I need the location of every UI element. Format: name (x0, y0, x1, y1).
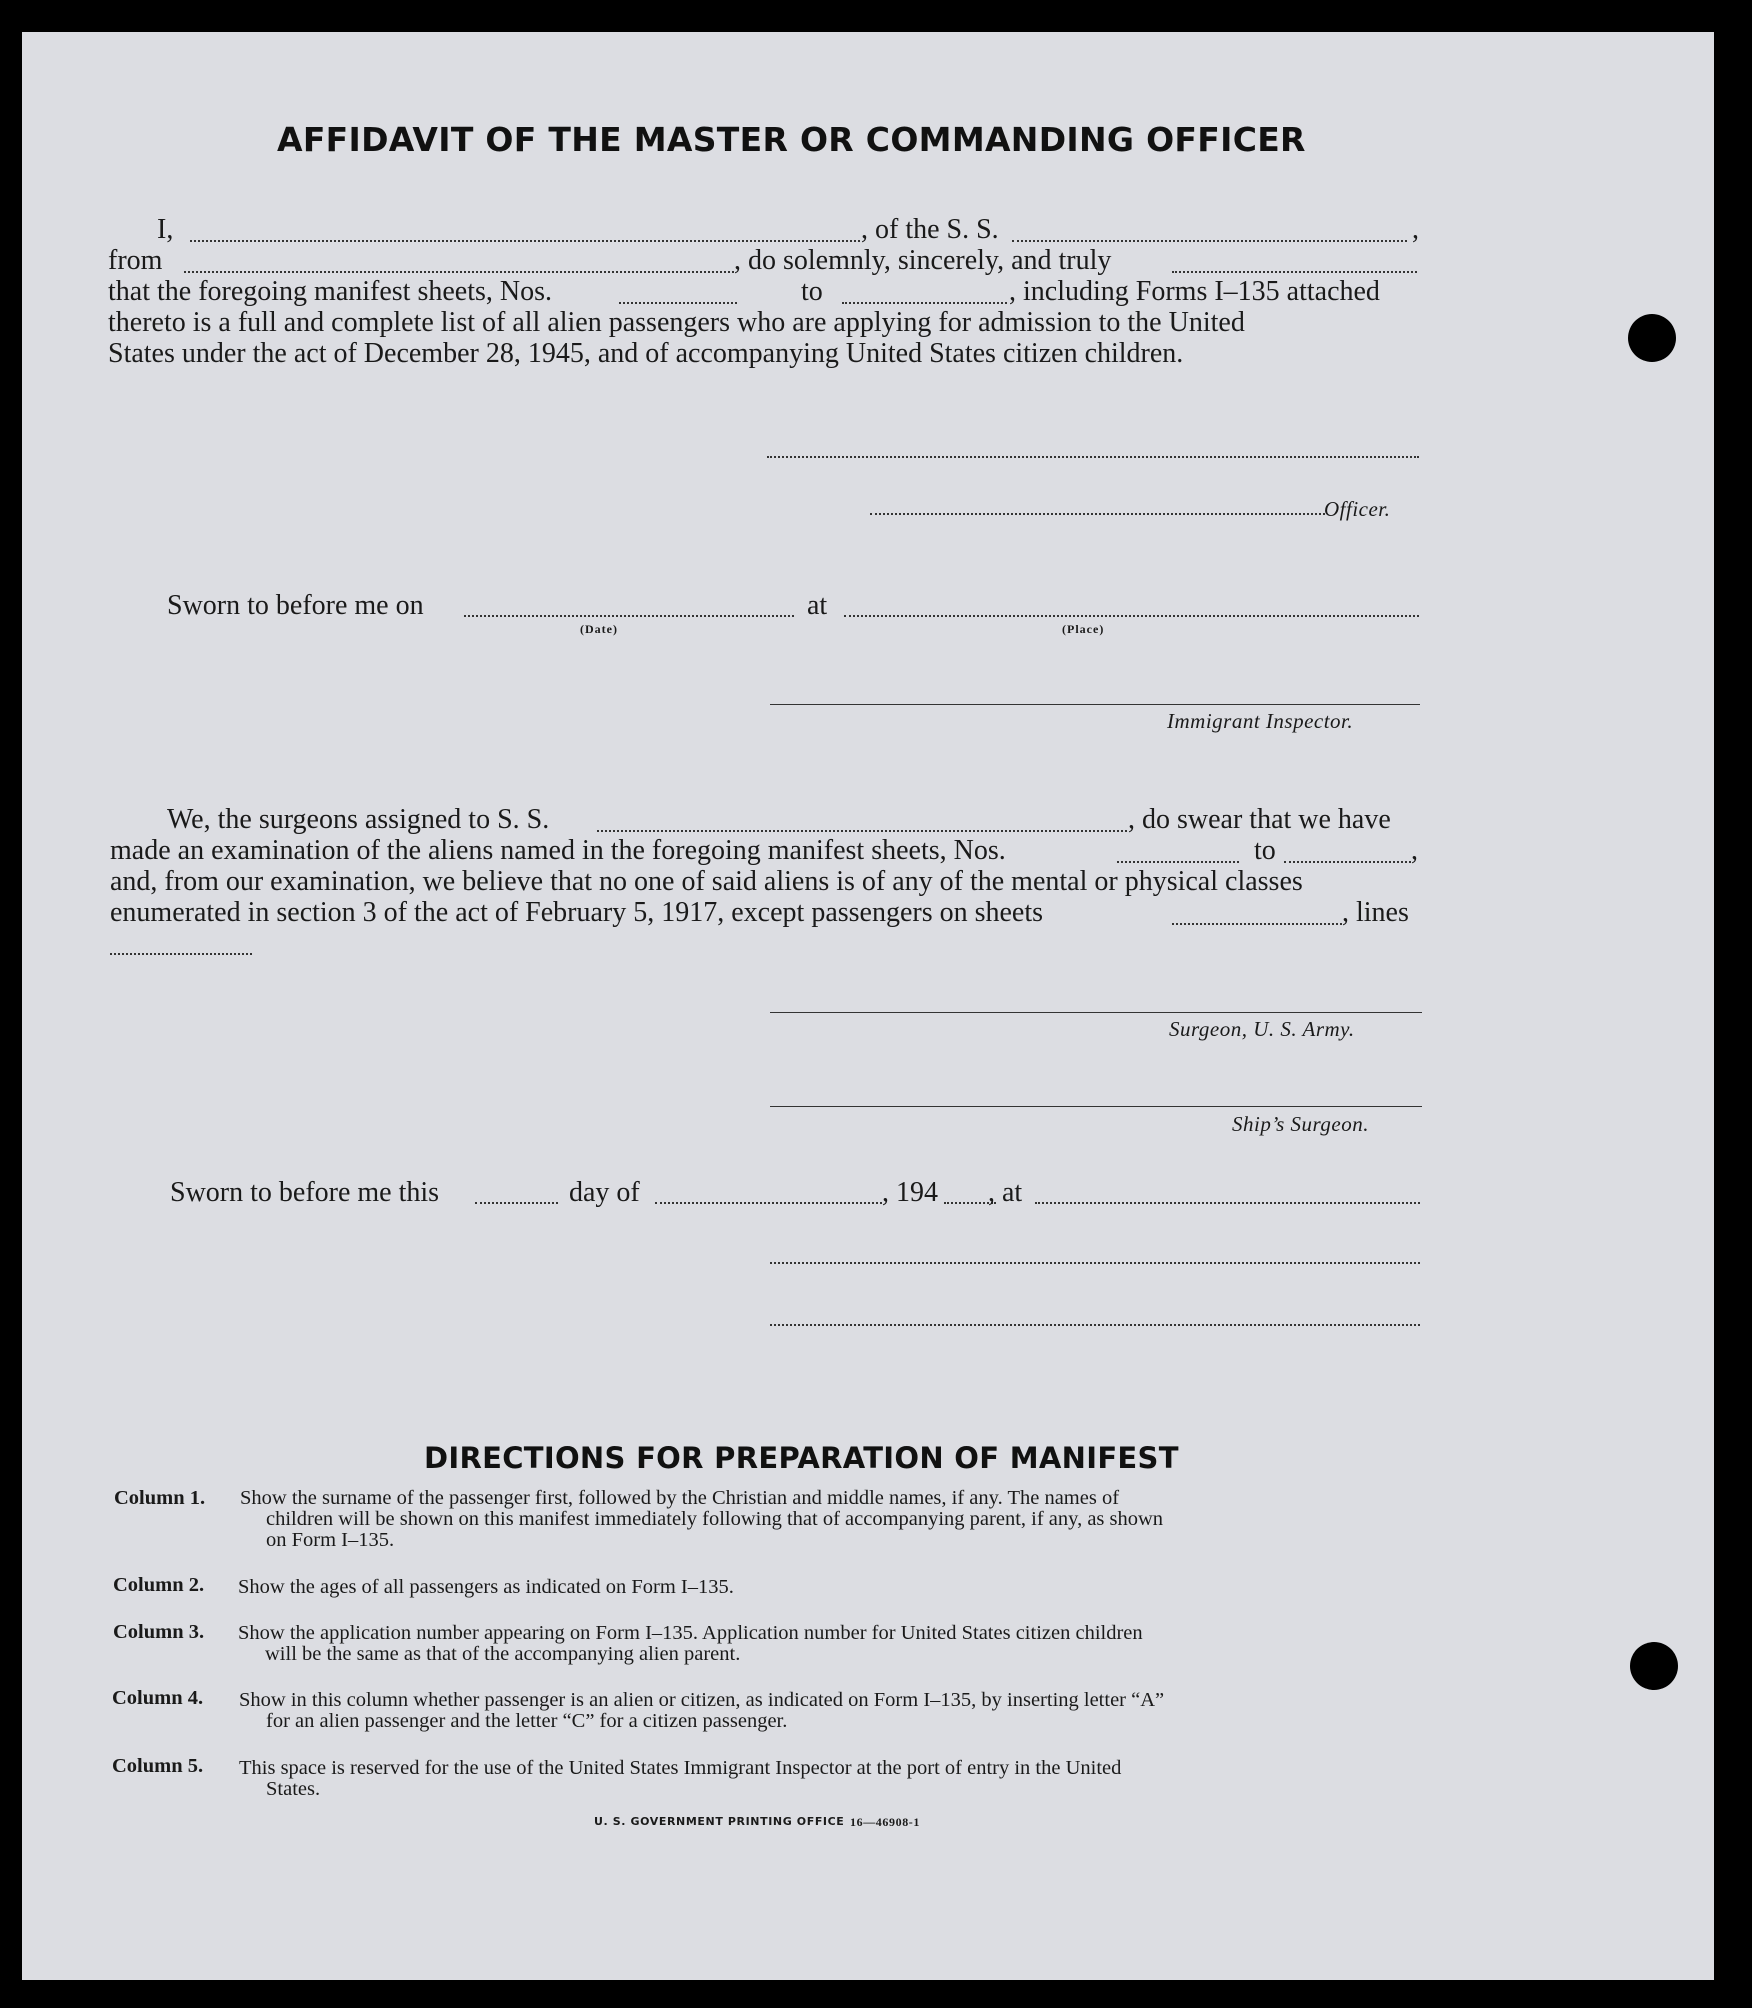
master-name-blank (190, 240, 860, 242)
p1-line4: thereto is a full and complete list of all alien passengers who are applying for admission to the United (108, 307, 1245, 338)
column-3-label: Column 3. (113, 1621, 205, 1643)
sworn2-place-blank (1035, 1202, 1420, 1204)
affidavit-title: AFFIDAVIT OF THE MASTER OR COMMANDING OFFICER (277, 120, 1306, 159)
surgeons-examination: made an examination of the aliens named in the foregoing manifest sheets, Nos. (110, 835, 1006, 866)
p1-line5: States under the act of December 28, 1945, and of accompanying United States citizen children. (108, 338, 1184, 369)
army-surgeon-signature-line (770, 1012, 1422, 1013)
surgeon-ship-blank (597, 830, 1127, 832)
surgeons-enumerated: enumerated in section 3 of the act of February 5, 1917, except passengers on sheets (110, 897, 1044, 928)
ship-surgeon-label: Ship’s Surgeon. (1232, 1112, 1370, 1136)
ship-surgeon-signature-line (770, 1106, 1422, 1107)
except-sheets-blank (1172, 923, 1342, 925)
surgeons-intro: We, the surgeons assigned to S. S. (167, 804, 550, 835)
officer-label: Officer. (1324, 497, 1391, 521)
sheet-to-blank (842, 302, 1007, 304)
sworn2-signature-line-2 (770, 1324, 1420, 1326)
column-4-line-2: for an alien passenger and the letter “C” for a citizen passenger. (266, 1710, 788, 1732)
sworn-at: at (807, 590, 828, 621)
surgeons-line3: and, from our examination, we believe that no one of said aliens is of any of the mental or physical classes (110, 866, 1303, 897)
p1-to: to (801, 276, 823, 307)
p1-comma: , (1412, 214, 1419, 245)
immigrant-inspector-label: Immigrant Inspector. (1167, 709, 1354, 733)
surgeon-sheet-to-blank (1284, 861, 1411, 863)
sworn-before-me-this: Sworn to before me this (170, 1177, 440, 1208)
directions-title: DIRECTIONS FOR PREPARATION OF MANIFEST (424, 1441, 1179, 1475)
printer-imprint: U. S. GOVERNMENT PRINTING OFFICE (594, 1815, 845, 1828)
column-1-text (240, 1488, 1450, 1551)
column-1-line-2: children will be shown on this manifest immediately following that of accompanying parent, if any, as shown (266, 1508, 1164, 1530)
column-5-label: Column 5. (112, 1755, 204, 1777)
sworn-place-blank (844, 615, 1419, 617)
column-2-label: Column 2. (113, 1574, 205, 1596)
column-4-text (239, 1690, 1449, 1732)
column-1-label: Column 1. (114, 1487, 206, 1509)
inspector-signature-line (770, 704, 1420, 705)
officer-signature-line (767, 456, 1419, 458)
column-1-line-1: Show the surname of the passenger first, followed by the Christian and middle names, if any. The names of (240, 1487, 1120, 1509)
p1-including: , including Forms I–135 attached (1009, 276, 1380, 307)
army-surgeon-label: Surgeon, U. S. Army. (1169, 1017, 1355, 1041)
sworn-before-me-on: Sworn to before me on (167, 590, 424, 621)
p1-solemnly: , do solemnly, sincerely, and truly (734, 245, 1112, 276)
place-caption: (Place) (1062, 622, 1105, 636)
surgeons-comma: , (1411, 835, 1418, 866)
form-code: 16—46908‑1 (850, 1815, 920, 1829)
p1-of-ss: , of the S. S. (861, 214, 999, 245)
p1-word-i: I, (157, 214, 174, 245)
column-5-line-2: States. (266, 1778, 321, 1800)
column-3-text (238, 1623, 1448, 1665)
sheet-from-blank (619, 302, 737, 304)
column-2-text: Show the ages of all passengers as indicated on Form I–135. (238, 1576, 734, 1598)
punch-hole-top (1628, 314, 1676, 362)
sworn2-at: , at (988, 1177, 1023, 1208)
column-4-line-1: Show in this column whether passenger is an alien or citizen, as indicated on Form I–135, by inserting letter “A” (239, 1689, 1165, 1711)
sworn-day-blank (475, 1202, 558, 1204)
sworn-month-blank (655, 1202, 882, 1204)
declaration-blank (1172, 271, 1417, 273)
ship-name-blank (1012, 240, 1407, 242)
column-5-text (239, 1758, 1449, 1800)
sworn-date-blank (464, 615, 794, 617)
surgeons-to: to (1254, 835, 1276, 866)
lines-blank (110, 953, 252, 955)
column-3-line-1: Show the application number appearing on Form I–135. Application number for United States citizen children (238, 1622, 1143, 1644)
form-page (22, 32, 1714, 1980)
sworn-year: , 194 (882, 1177, 938, 1208)
column-1-line-3: on Form I–135. (266, 1529, 395, 1551)
punch-hole-bottom (1630, 1642, 1678, 1690)
sworn-day-of: day of (569, 1177, 640, 1208)
p1-manifest-sheets: that the foregoing manifest sheets, Nos. (108, 276, 553, 307)
column-5-line-1: This space is reserved for the use of the United States Immigrant Inspector at the port of entry in the United (239, 1757, 1122, 1779)
surgeons-do-swear: , do swear that we have (1128, 804, 1391, 835)
p1-from: from (108, 245, 163, 276)
surgeons-lines: , lines (1342, 897, 1409, 928)
sworn2-signature-line-1 (770, 1262, 1420, 1264)
surgeon-sheet-from-blank (1117, 861, 1239, 863)
column-3-line-2: will be the same as that of the accompanying alien parent. (265, 1643, 741, 1665)
from-port-blank (184, 271, 734, 273)
column-4-label: Column 4. (112, 1687, 204, 1709)
date-caption: (Date) (580, 622, 618, 636)
officer-title-line (870, 513, 1325, 515)
